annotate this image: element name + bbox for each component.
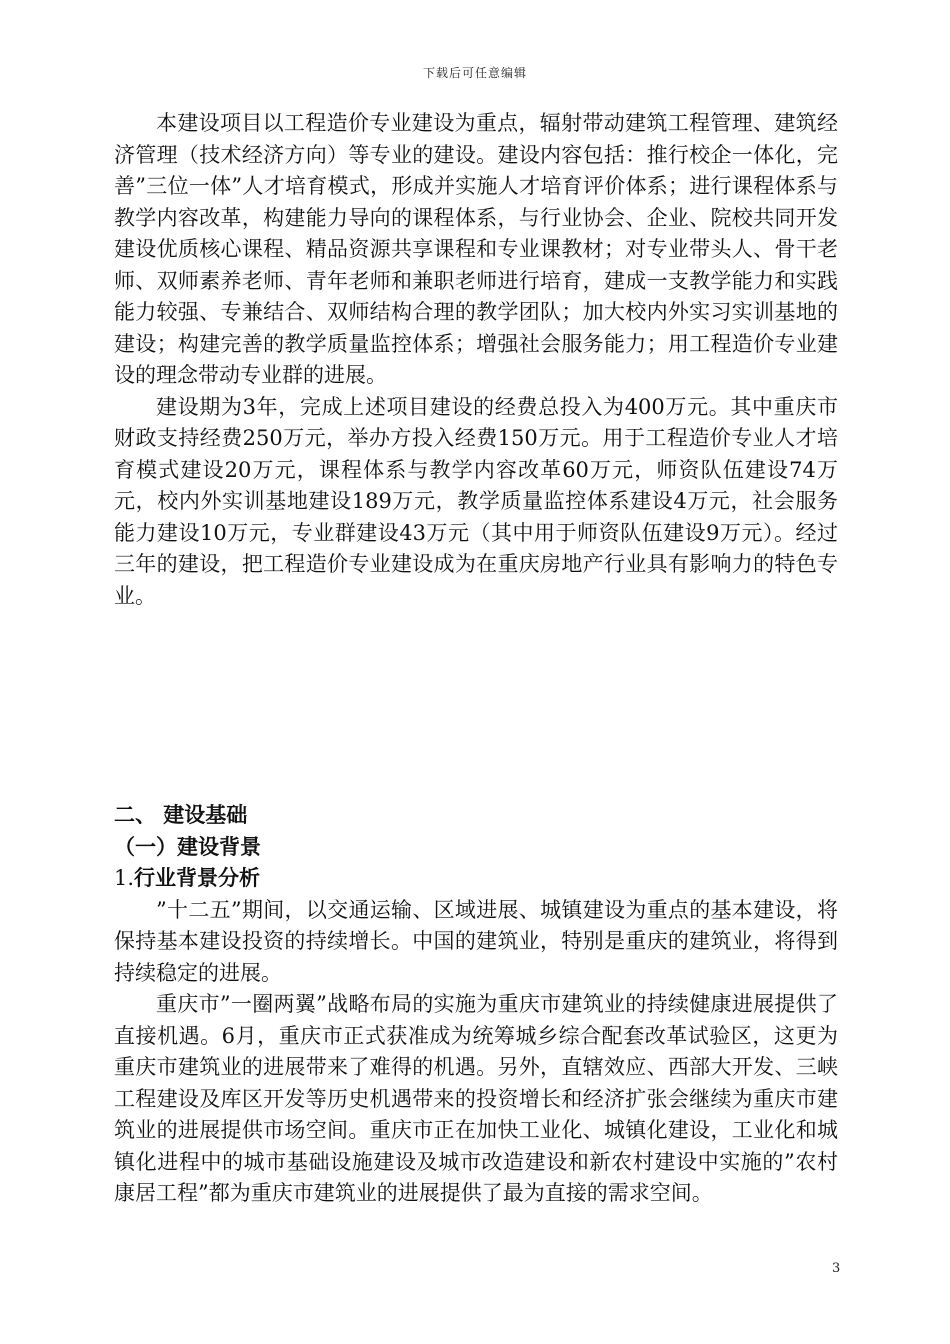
page-number: 3 <box>832 1261 841 1276</box>
subsection-heading: （一）建设背景 <box>114 834 261 859</box>
subsubsection-title: 行业背景分析 <box>134 866 261 890</box>
chongqing-paragraph: 重庆市”一圈两翼”战略布局的实施为重庆市建筑业的持续健康进展提供了直接机遇。6月，重庆市正式获准成为统筹城乡综合配套改革试验区，这更为重庆市建筑业的进展带来了难得的机遇。另外，直辖效应、西部大开发、三峡工程建设及库区开发等历史机遇带来的投资增长和经济扩张会继续为重庆市建筑业的进展提供市场空间。重庆市正在加快工业化、城镇化建设，工业化和城镇化进程中的城市基础设施建设及城市改造建设和新农村建设中实施的”农村康居工程”都为重庆市建筑业的进展提供了最为直接的需求空间。 <box>114 992 838 1205</box>
funding-paragraph: 建设期为3年，完成上述项目建设的经费总投入为400万元。其中重庆市财政支持经费250万元，举办方投入经费150万元。用于工程造价专业人才培育模式建设20万元，课程体系与教学内容改革60万元，师资队伍建设74万元，校内外实训基地建设189万元，教学质量监控体系建设4万元，社会服务能力建设10万元，专业群建设43万元（其中用于师资队伍建设9万元）。经过三年的建设，把工程造价专业建设成为在重庆房地产行业具有影响力的特色专业。 <box>114 394 838 608</box>
intro-section <box>114 108 838 612</box>
subsubsection-number: 1. <box>114 866 135 890</box>
section-heading: 二、 建设基础 <box>114 803 248 827</box>
page-header-note: 下载后可任意编辑 <box>422 66 527 80</box>
project-overview-paragraph: 本建设项目以工程造价专业建设为重点，辐射带动建筑工程管理、建筑经济管理（技术经济方向）等专业的建设。建设内容包括：推行校企一体化，完善”三位一体”人才培育模式，形成并实施人才培育评价体系；进行课程体系与教学内容改革，构建能力导向的课程体系，与行业协会、企业、院校共同开发建设优质核心课程、精品资源共享课程和专业课教材；对专业带头人、骨干老师、双师素养老师、青年老师和兼职老师进行培育，建成一支教学能力和实践能力较强、专兼结合、双师结构合理的教学团队；加大校内外实习实训基地的建设；构建完善的教学质量监控体系；增强社会服务能力；用工程造价专业建设的理念带动专业群的进展。 <box>114 111 838 387</box>
construction-basis-section <box>114 800 838 1210</box>
subsubsection-heading <box>114 863 838 895</box>
industry-paragraph: ”十二五”期间，以交通运输、区域进展、城镇建设为重点的基本建设，将保持基本建设投资的持续增长。中国的建筑业，特别是重庆的建筑业，将得到持续稳定的进展。 <box>114 897 838 985</box>
